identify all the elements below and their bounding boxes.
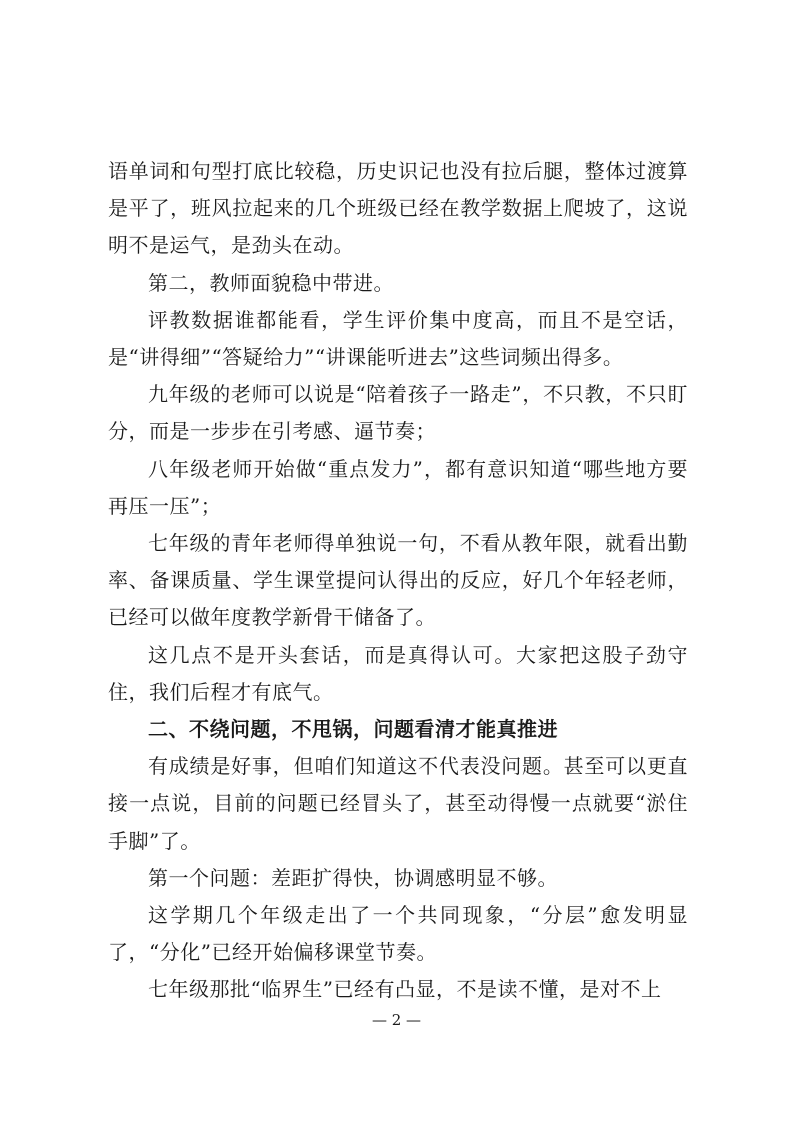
body-text [108, 153, 688, 1009]
section-heading: 二、不绕问题，不甩锅，问题看清才能真推进 [148, 717, 558, 742]
paragraph-evaluation: 评教数据谁都能看，学生评价集中度高，而且不是空话，是“讲得细”“答疑给力”“讲课能听进去”这些词频出得多。 [108, 307, 688, 370]
paragraph-recognition: 这几点不是开头套话，而是真得认可。大家把这股子劲守住，我们后程才有底气。 [108, 642, 688, 704]
paragraph-problems-intro: 有成绩是好事，但咱们知道这不代表没问题。甚至可以更直接一点说，目前的问题已经冒头了，甚至动得慢一点就要“淤住手脚”了。 [108, 754, 688, 853]
paragraph-continued: 语单词和句型打底比较稳，历史识记也没有拉后腿，整体过渡算是平了，班风拉起来的几个班级已经在教学数据上爬坡了，这说明不是运气，是劲头在动。 [108, 159, 688, 258]
paragraph-first-problem: 第一个问题：差距扩得快，协调感明显不够。 [148, 865, 558, 890]
page-number: — 2 — [371, 1011, 422, 1029]
paragraph-grade-eight: 八年级老师开始做“重点发力”，都有意识知道“哪些地方要再压一压”； [108, 456, 688, 518]
paragraph-grade-seven: 七年级的青年老师得单独说一句，不看从教年限，就看出勤率、备课质量、学生课堂提问认得出的反应，好几个年轻老师，已经可以做年度教学新骨干储备了。 [108, 531, 688, 630]
paragraph-borderline-students: 七年级那批“临界生”已经有凸显，不是读不懂，是对不上 [148, 977, 662, 1002]
paragraph-layering: 这学期几个年级走出了一个共同现象，“分层”愈发明显了，“分化”已经开始偏移课堂节奏。 [108, 903, 688, 965]
paragraph-point-two: 第二，教师面貌稳中带进。 [148, 270, 394, 295]
paragraph-grade-nine: 九年级的老师可以说是“陪着孩子一路走”，不只教，不只盯分，而是一步步在引考感、逼节奏； [108, 382, 688, 444]
